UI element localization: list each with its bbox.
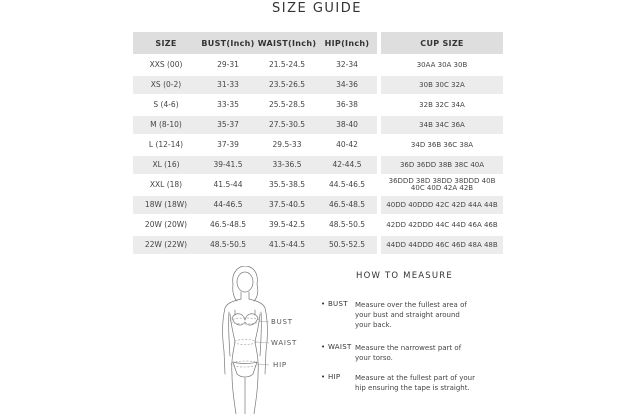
cell-cup: 42DD 42DDD 44C 44D 46A 46B: [377, 216, 503, 234]
cell-size: S (4-6): [133, 96, 199, 114]
cell-hip: 40-42: [317, 136, 377, 154]
cell-hip: 50.5-52.5: [317, 236, 377, 254]
size-chart-table: [133, 30, 503, 256]
cell-cup: 40DD 40DDD 42C 42D 44A 44B: [377, 196, 503, 214]
table-row: [133, 96, 503, 114]
cell-cup: 44DD 44DDD 46C 46D 48A 48B: [377, 236, 503, 254]
cell-bust: 48.5-50.5: [199, 236, 257, 254]
cell-bust: 41.5-44: [199, 176, 257, 194]
cell-bust: 31-33: [199, 76, 257, 94]
cell-bust: 37-39: [199, 136, 257, 154]
measure-waist-label: • WAIST: [321, 343, 352, 351]
cell-cup: 36DDD 38D 38DD 38DDD 40B 40C 40D 42A 42B: [377, 176, 503, 194]
hip-label: HIP: [273, 361, 287, 369]
cell-bust: 29-31: [199, 56, 257, 74]
cell-hip: 48.5-50.5: [317, 216, 377, 234]
cell-waist: 35.5-38.5: [257, 176, 317, 194]
header-waist: WAIST(Inch): [257, 32, 317, 54]
cell-cup: 36D 36DD 38B 38C 40A: [377, 156, 503, 174]
bust-label: BUST: [271, 318, 293, 326]
cell-size: 20W (20W): [133, 216, 199, 234]
cell-cup: 32B 32C 34A: [377, 96, 503, 114]
measure-bust-text: Measure over the fullest area of your bust and straight around your back.: [355, 301, 467, 329]
cell-size: XL (16): [133, 156, 199, 174]
cell-hip: 34-36: [317, 76, 377, 94]
cell-size: 18W (18W): [133, 196, 199, 214]
table-header-row: [133, 32, 503, 54]
cell-bust: 35-37: [199, 116, 257, 134]
measure-hip-text: Measure at the fullest part of your hip ensuring the tape is straight.: [355, 374, 475, 392]
cell-bust: 33-35: [199, 96, 257, 114]
cell-hip: 36-38: [317, 96, 377, 114]
cell-waist: 23.5-26.5: [257, 76, 317, 94]
body-figure: [205, 266, 305, 414]
cell-waist: 21.5-24.5: [257, 56, 317, 74]
cell-size: 22W (22W): [133, 236, 199, 254]
header-hip: HIP(Inch): [317, 32, 377, 54]
cell-hip: 38-40: [317, 116, 377, 134]
cell-hip: 44.5-46.5: [317, 176, 377, 194]
cell-bust: 44-46.5: [199, 196, 257, 214]
cell-waist: 41.5-44.5: [257, 236, 317, 254]
cell-size: M (8-10): [133, 116, 199, 134]
header-cup-size: CUP SIZE: [377, 32, 503, 54]
cell-bust: 39-41.5: [199, 156, 257, 174]
page-title: SIZE GUIDE: [272, 1, 362, 16]
cell-waist: 25.5-28.5: [257, 96, 317, 114]
header-size: SIZE: [133, 32, 199, 54]
table-row: [133, 196, 503, 214]
how-to-measure-title: HOW TO MEASURE: [356, 271, 453, 281]
cell-cup: 34B 34C 36A: [377, 116, 503, 134]
cell-size: XXL (18): [133, 176, 199, 194]
table-row: [133, 236, 503, 254]
cell-hip: 42-44.5: [317, 156, 377, 174]
cell-bust: 46.5-48.5: [199, 216, 257, 234]
cell-hip: 46.5-48.5: [317, 196, 377, 214]
cell-waist: 33-36.5: [257, 156, 317, 174]
measure-hip-label: • HIP: [321, 373, 341, 381]
table-row: [133, 76, 503, 94]
cell-waist: 37.5-40.5: [257, 196, 317, 214]
table-row: [133, 156, 503, 174]
table-row: [133, 56, 503, 74]
header-bust: BUST(Inch): [199, 32, 257, 54]
cell-cup: 30AA 30A 30B: [377, 56, 503, 74]
measure-bust-label: • BUST: [321, 300, 348, 308]
cell-cup: 30B 30C 32A: [377, 76, 503, 94]
cell-cup: 34D 36B 36C 38A: [377, 136, 503, 154]
table-row: [133, 176, 503, 194]
cell-hip: 32-34: [317, 56, 377, 74]
cell-waist: 29.5-33: [257, 136, 317, 154]
measure-waist-text: Measure the narrowest part of your torso.: [355, 344, 462, 362]
cell-waist: 39.5-42.5: [257, 216, 317, 234]
table-row: [133, 136, 503, 154]
cell-size: L (12-14): [133, 136, 199, 154]
waist-label: WAIST: [271, 339, 298, 347]
table-row: [133, 216, 503, 234]
cell-size: XS (0-2): [133, 76, 199, 94]
cell-waist: 27.5-30.5: [257, 116, 317, 134]
table-row: [133, 116, 503, 134]
cell-size: XXS (00): [133, 56, 199, 74]
